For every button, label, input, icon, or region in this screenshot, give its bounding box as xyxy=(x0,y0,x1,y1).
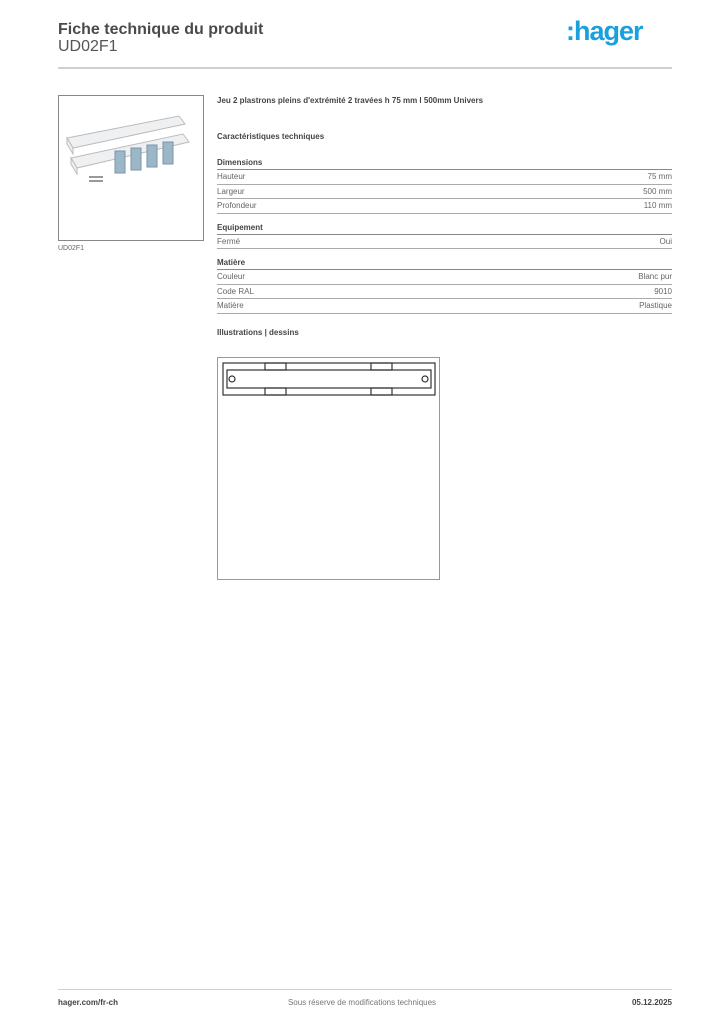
spec-row xyxy=(217,285,672,300)
image-caption: UD02F1 xyxy=(58,245,85,252)
spec-value: Oui xyxy=(659,236,672,246)
spec-value: 110 mm xyxy=(643,201,672,211)
spec-row xyxy=(217,235,672,250)
spec-label: Couleur xyxy=(217,272,246,282)
footer-website[interactable]: hager.com/fr-ch xyxy=(58,998,119,1007)
section-title: Caractéristiques techniques xyxy=(217,132,325,141)
spec-label: Largeur xyxy=(217,186,245,196)
spec-value: Blanc pur xyxy=(638,272,672,282)
footer-divider xyxy=(58,989,672,990)
product-image xyxy=(58,95,204,241)
hager-logo: :hager xyxy=(566,16,643,46)
product-code: UD02F1 xyxy=(58,38,118,55)
spec-value: 500 mm xyxy=(643,186,672,196)
spec-row xyxy=(217,299,672,314)
spec-group xyxy=(217,258,672,314)
footer-date: 05.12.2025 xyxy=(631,998,672,1007)
spec-label: Matière xyxy=(217,301,244,311)
spec-row xyxy=(217,270,672,285)
product-description: Jeu 2 plastrons pleins d'extrémité 2 travées h 75 mm l 500mm Univers xyxy=(217,96,484,105)
spec-value: Plastique xyxy=(639,301,672,311)
footer-note: Sous réserve de modifications techniques xyxy=(287,998,437,1007)
spec-label: Profondeur xyxy=(217,201,257,211)
technical-drawing xyxy=(217,357,440,580)
spec-row xyxy=(217,199,672,214)
spec-value: 9010 xyxy=(654,286,672,296)
spec-group-title: Matière xyxy=(217,258,672,270)
spec-group xyxy=(217,223,672,250)
spec-row xyxy=(217,170,672,185)
spec-row xyxy=(217,185,672,200)
spec-label: Code RAL xyxy=(217,286,254,296)
spec-label: Fermé xyxy=(217,236,241,246)
spec-group xyxy=(217,158,672,214)
specs-column xyxy=(217,96,672,337)
spec-value: 75 mm xyxy=(647,172,672,182)
page-title: Fiche technique du produit xyxy=(58,21,264,38)
spec-group-title: Equipement xyxy=(217,223,672,235)
illustrations-title: Illustrations | dessins xyxy=(217,327,299,337)
spec-group-title: Dimensions xyxy=(217,158,672,170)
header-divider xyxy=(58,67,672,69)
spec-label: Hauteur xyxy=(217,172,246,182)
